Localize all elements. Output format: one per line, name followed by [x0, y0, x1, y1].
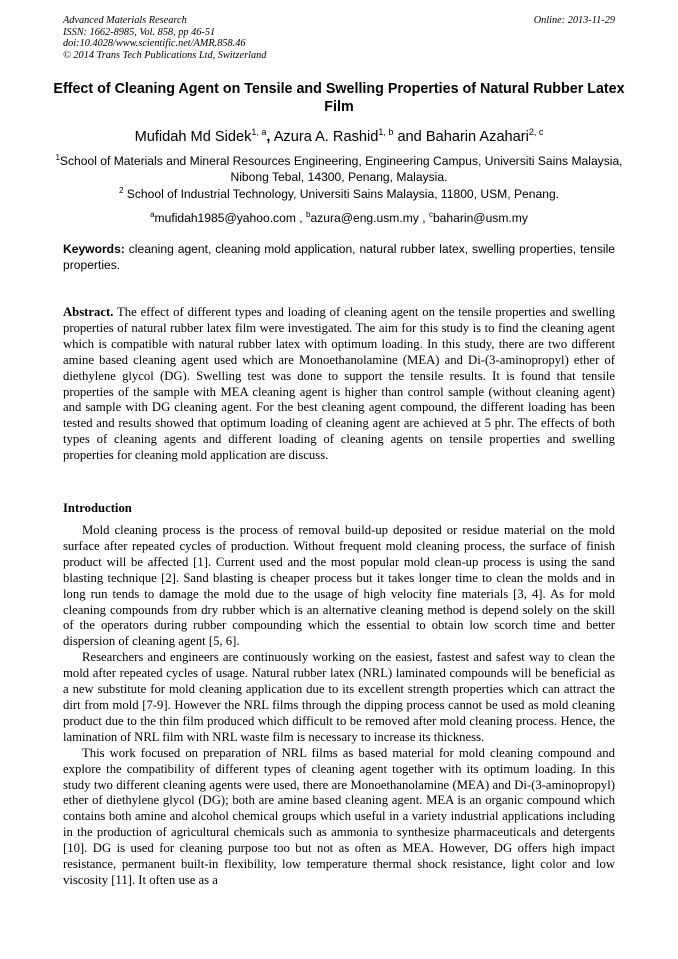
author-sup: 1, b: [378, 127, 394, 137]
affiliation: [50, 150, 628, 185]
author-name: Mufidah Md Sidek: [134, 128, 252, 145]
author-separator: ,: [266, 128, 271, 145]
affiliation-text: School of Industrial Technology, Universiti Sains Malaysia, 11800, USM, Penang.: [123, 187, 560, 202]
abstract: [63, 305, 615, 464]
keywords-label: Keywords:: [63, 242, 125, 256]
author-separator: and: [397, 128, 422, 145]
introduction-body: [63, 523, 615, 889]
affiliation: [50, 183, 628, 202]
email-separator: ,: [295, 211, 306, 226]
author-sup: 1, a: [251, 127, 267, 137]
affiliation-sup: 2: [118, 186, 124, 195]
paragraph: Researchers and engineers are continuously working on the easiest, fastest and safest way to clean the mold after repeated cycles of usage. Natural rubber latex (NRL) laminated compounds will be beneficial as a new substitute for mold cleaning application due to its excellent strength properties which can attract the dirt from mold [7-9]. However the NRL films through the dipping process cannot be used as mold cleaning product due to the thin film produced which difficult to be removed after mold cleaning process. Hence, the lamination of NRL film with NRL waste film is necessary to increase its thickness.: [63, 650, 615, 744]
section-heading: Introduction: [63, 501, 132, 515]
abstract-label: Abstract.: [63, 305, 114, 319]
email[interactable]: mufidah1985@yahoo.com: [154, 211, 296, 226]
affiliation-sup: 1: [55, 153, 60, 162]
affiliation-text: School of Materials and Mineral Resources Engineering, Engineering Campus, Universiti Sains Malaysia, Nibong Tebal, 14300, Penang, Malaysia.: [59, 154, 623, 185]
email[interactable]: azura@eng.usm.my: [310, 211, 419, 226]
author-name: Azura A. Rashid: [273, 128, 379, 145]
email-sup: a: [150, 210, 155, 219]
email[interactable]: baharin@usm.my: [432, 211, 528, 226]
author-sup: 2, c: [528, 127, 544, 137]
email-list: [50, 207, 628, 226]
keywords-text: cleaning agent, cleaning mold application, natural rubber latex, swelling properties, tensile properties.: [63, 242, 615, 272]
email-separator: ,: [418, 211, 429, 226]
author-list: [40, 123, 638, 147]
paragraph: Mold cleaning process is the process of removal build-up deposited or residue material on the mold surface after repeated cycles of production. Without frequent mold cleaning process, the surface of finish product will be affected [1]. Current used and the most popular mold clean-up process is using the sand blasting technique [2]. Sand blasting is cheaper process but it takes longer time to clean the molds and in long run tends to damage the mold due to the usage of high velocity fine materials [3, 4]. As for mold cleaning compounds from dry rubber which is an alternative cleaning method is depend solely on the skill of the operators during rubber compounding which the essential to obtain low scorch time and better dispersion of cleaning agent [5, 6].: [63, 523, 615, 649]
journal-name: Advanced Materials Research: [63, 15, 187, 26]
keywords: [63, 241, 615, 273]
page-header: [63, 15, 615, 61]
online-date: Online: 2013-11-29: [533, 15, 615, 26]
author-name: Baharin Azahari: [425, 128, 529, 145]
email-sup: c: [428, 210, 433, 219]
email-sup: b: [306, 210, 311, 219]
issn: ISSN: 1662-8985, Vol. 858, pp 46-51: [63, 26, 216, 38]
paper-title: Effect of Cleaning Agent on Tensile and Swelling Properties of Natural Rubber Latex Film: [53, 81, 625, 115]
abstract-text: The effect of different types and loading of cleaning agent on the tensile properties and swelling properties of natural rubber latex film were investigated. The aim for this study is to find the cleaning agent which is compatible with natural rubber latex with optimum loading. In this study, there are two different amine based cleaning agent used which are Monoethanolamine (MEA) and Di-(3-aminopropyl) ether of diethylene glycol (DG). Swelling test was done to support the tensile results. It is found that tensile properties of the sample with MEA cleaning agent is higher than control sample (without cleaning agent) and sample with DG cleaning agent. For the best cleaning agent compound, the different loading has been tested and results showed that optimum loading of cleaning agent are achieved at 5 phr. The effects of both types of cleaning agents and different loading of cleaning agents on tensile properties and swelling properties for cleaning mold application are discuss.: [63, 305, 615, 463]
doi: doi:10.4028/www.scientific.net/AMR.858.46: [63, 38, 246, 50]
copyright: © 2014 Trans Tech Publications Ltd, Switzerland: [63, 49, 267, 61]
paragraph: This work focused on preparation of NRL films as based material for mold cleaning compound and explore the compatibility of different types of cleaning agent together with its optimum loading. In this study two different cleaning agents were used, there are Monoethanolamine (MEA) and Di-(3-aminopropyl) ether of diethylene glycol (DG); both are amine based cleaning agent. MEA is an organic compound which contains both amine and alcohol chemical groups which useful in a variety industrial applications including in the production of agricultural chemicals such as ammonia to synthesize pharmaceuticals and detergents [10]. DG is used for cleaning purpose too but not as often as MEA. However, DG offers high impact resistance, permanent built-in flexibility, low temperature thermal shock resistance, light color and low viscosity [11]. It often use as a: [63, 745, 615, 887]
